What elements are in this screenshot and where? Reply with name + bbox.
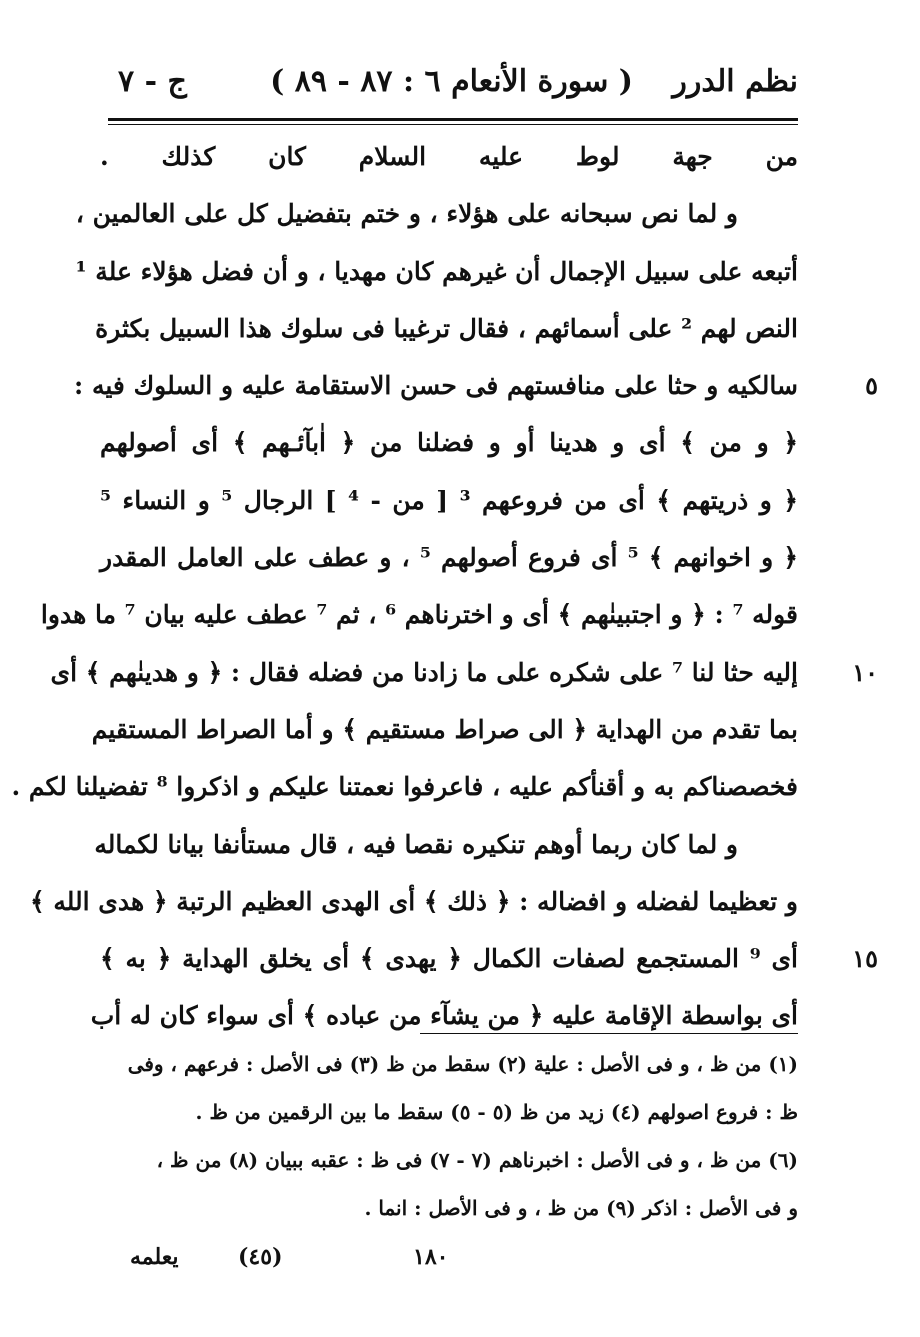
header-rule-thin bbox=[108, 124, 798, 125]
body-text bbox=[11, 128, 878, 1045]
text-line bbox=[74, 357, 878, 414]
line-text: من جهة لوط عليه السلام كان كذلك . bbox=[100, 142, 798, 171]
line-number: ١٥ bbox=[852, 944, 878, 974]
line-text: أى بواسطة الإقامة عليه ﴿ من يشآء من عباده ﴾ أى سواء كان له أب bbox=[90, 1001, 798, 1031]
line-text: و لما كان ربما أوهم تنكيره نقصا فيه ، قال مستأنفا بيانا لكماله bbox=[94, 829, 738, 859]
text-line bbox=[75, 185, 798, 242]
book-title: نظم الدرر bbox=[672, 64, 798, 99]
text-line bbox=[100, 529, 798, 586]
line-text: أى ⁹ المستجمع لصفات الكمال ﴿ يهدى ﴾ أى يخلق الهداية ﴿ به ﴾ bbox=[100, 944, 799, 974]
text-line bbox=[95, 300, 798, 357]
footnote-line: (١) من ظ ، و فى الأصل : علية (٢) سقط من ظ (٣) فى الأصل : فرعهم ، وفى bbox=[127, 1052, 798, 1076]
footnote-rule bbox=[420, 1033, 798, 1034]
footnote-line: (٦) من ظ ، و فى الأصل : اخبرناهم (٧ - ٧) فى ظ : عقبه ببيان (٨) من ظ ، bbox=[156, 1148, 798, 1172]
text-line bbox=[50, 644, 878, 701]
text-line bbox=[100, 930, 878, 987]
line-text: و تعظيما لفضله و افضاله : ﴿ ذلك ﴾ أى الهدى العظيم الرتبة ﴿ هدى الله ﴾ bbox=[29, 886, 798, 916]
text-line bbox=[11, 758, 798, 815]
sequence-number: (٤٥) bbox=[238, 1244, 283, 1270]
text-line bbox=[94, 816, 798, 873]
line-text: سالكيه و حثا على منافستهم فى حسن الاستقامة عليه و السلوك فيه : bbox=[74, 371, 798, 401]
page-header bbox=[108, 62, 798, 108]
header-rule bbox=[108, 118, 798, 121]
line-text: إليه حثا لنا ⁷ على شكره على ما زادنا من فضله فقال : ﴿ و هدينٰهم ﴾ أى bbox=[50, 657, 798, 687]
text-line bbox=[100, 128, 798, 185]
footnotes bbox=[100, 1040, 798, 1232]
volume-number: ج - ٧ bbox=[118, 64, 187, 99]
line-text: بما تقدم من الهداية ﴿ الى صراط مستقيم ﴾ و أما الصراط المستقيم bbox=[91, 714, 798, 744]
text-line bbox=[100, 472, 798, 529]
line-text: ﴿ و اخوانهم ﴾ ⁵ أى فروع أصولهم ⁵ ، و عطف على العامل المقدر bbox=[100, 543, 798, 573]
text-line bbox=[91, 701, 798, 758]
line-text: ﴿ و ذريتهم ﴾ أى من فروعهم ³ [ من - ⁴ ] الرجال ⁵ و النساء ⁵ bbox=[100, 485, 799, 515]
text-line bbox=[90, 987, 798, 1044]
page-footer bbox=[108, 1237, 798, 1277]
line-number: ١٠ bbox=[852, 657, 878, 687]
text-line bbox=[75, 243, 798, 300]
footnote-line: ظ : فروع اصولهم (٤) زيد من ظ (٥ - ٥) سقط ما بين الرقمين من ظ . bbox=[195, 1100, 798, 1124]
line-text: و لما نص سبحانه على هؤلاء ، و ختم بتفضيل كل على العالمين ، bbox=[75, 199, 738, 229]
line-text: أتبعه على سبيل الإجمال أن غيرهم كان مهديا ، و أن فضل هؤلاء علة ¹ bbox=[75, 256, 798, 286]
line-text: قوله ⁷ : ﴿ و اجتبينٰهم ﴾ أى و اخترناهم ⁶ ، ثم ⁷ عطف عليه بيان ⁷ ما هدوا bbox=[40, 600, 798, 630]
line-number: ٥ bbox=[865, 371, 878, 401]
surah-reference: ( سورة الأنعام ٦ : ٨٧ - ٨٩ ) bbox=[270, 64, 633, 99]
text-line bbox=[40, 586, 798, 643]
footnote-line: و فى الأصل : اذكر (٩) من ظ ، و فى الأصل : انما . bbox=[364, 1196, 798, 1220]
catchword: يعلمه bbox=[130, 1244, 179, 1270]
line-text: النص لهم ² على أسمائهم ، فقال ترغيبا فى سلوك هذا السبيل بكثرة bbox=[95, 313, 798, 343]
text-line bbox=[29, 873, 798, 930]
text-line bbox=[100, 414, 798, 471]
line-text: فخصصناكم به و أقنأكم عليه ، فاعرفوا نعمتنا عليكم و اذكروا ⁸ تفضيلنا لكم . bbox=[11, 772, 798, 802]
line-text: ﴿ و من ﴾ أى و هدينا أو و فضلنا من ﴿ اٰبآئـهم ﴾ أى أصولهم bbox=[100, 428, 798, 458]
page-number: ١٨٠ bbox=[413, 1244, 449, 1270]
